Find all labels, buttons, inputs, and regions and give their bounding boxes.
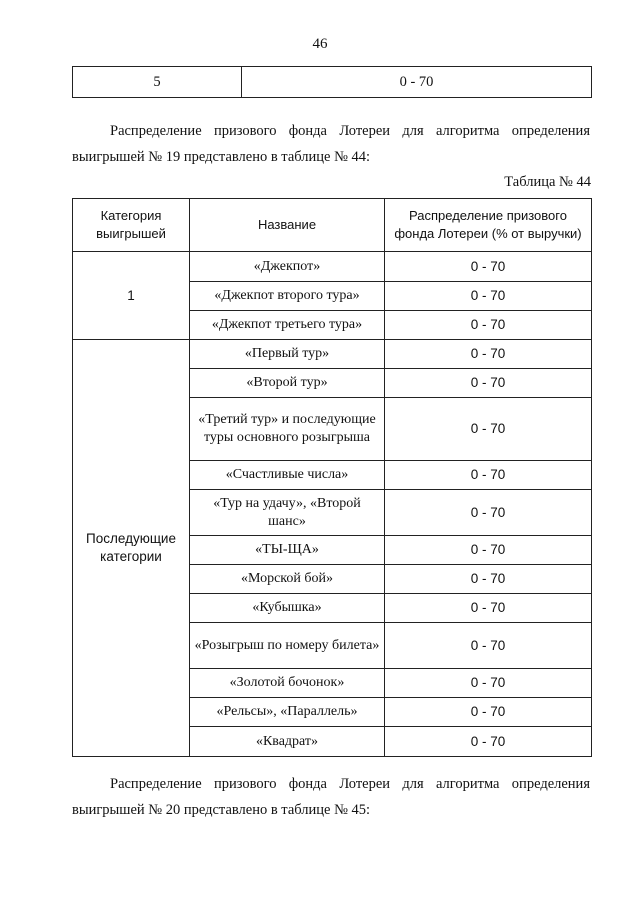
share-cell: 0 - 70	[385, 252, 592, 282]
table-caption: Таблица № 44	[504, 174, 591, 190]
share-cell: 0 - 70	[385, 490, 592, 536]
name-cell: «Третий тур» и последующие туры основного розыгрыша	[190, 398, 385, 461]
share-cell: 0 - 70	[385, 669, 592, 698]
name-cell: «Золотой бочонок»	[190, 669, 385, 698]
header-name: Название	[190, 199, 385, 252]
paragraph-intro-table-44	[72, 118, 590, 170]
name-cell: «Первый тур»	[190, 340, 385, 369]
table-row	[73, 252, 592, 282]
name-cell: «ТЫ-ЩА»	[190, 536, 385, 565]
name-cell: «Рельсы», «Параллель»	[190, 698, 385, 727]
name-cell: «Джекпот второго тура»	[190, 282, 385, 311]
name-cell: «Тур на удачу», «Второй шанс»	[190, 490, 385, 536]
name-cell: «Розыгрыш по номеру билета»	[190, 623, 385, 669]
share-cell: 0 - 70	[385, 369, 592, 398]
paragraph-line: Распределение призового фонда Лотереи для алгоритма определения	[110, 123, 590, 139]
share-cell: 0 - 70	[385, 398, 592, 461]
share-cell: 0 - 70	[385, 594, 592, 623]
share-cell: 0 - 70	[385, 536, 592, 565]
paragraph-line: выигрышей № 20 представлено в таблице № 45:	[72, 802, 371, 818]
name-cell: «Кубышка»	[190, 594, 385, 623]
category-cell: 1	[73, 252, 190, 340]
header-category: Категория выигрышей	[73, 199, 190, 252]
paragraph-line: Распределение призового фонда Лотереи для алгоритма определения	[110, 776, 590, 792]
name-cell: «Морской бой»	[190, 565, 385, 594]
name-cell: «Джекпот»	[190, 252, 385, 282]
page-number: 46	[312, 36, 328, 52]
share-cell: 0 - 70	[385, 698, 592, 727]
name-cell: «Второй тур»	[190, 369, 385, 398]
share-cell: 0 - 70	[385, 311, 592, 340]
name-cell: «Счастливые числа»	[190, 461, 385, 490]
prize-fund-table-44	[72, 198, 592, 757]
share-cell: 0 - 70	[385, 461, 592, 490]
share-cell: 0 - 70	[385, 340, 592, 369]
share-cell: 0 - 70	[385, 727, 592, 757]
share-cell: 0 - 70	[385, 623, 592, 669]
share-cell: 0 - 70	[385, 282, 592, 311]
name-cell: «Джекпот третьего тура»	[190, 311, 385, 340]
prize-share-cell: 0 - 70	[242, 67, 592, 98]
category-cell: Последующие категории	[73, 340, 190, 757]
name-cell: «Квадрат»	[190, 727, 385, 757]
paragraph-line: выигрышей № 19 представлено в таблице № 44:	[72, 149, 371, 165]
table-row	[73, 340, 592, 369]
header-distribution: Распределение призового фонда Лотереи (% от выручки)	[385, 199, 592, 252]
table-row	[73, 67, 592, 98]
category-cell: 5	[73, 67, 242, 98]
previous-table-fragment	[72, 66, 592, 98]
paragraph-intro-table-45	[72, 771, 590, 823]
table-header-row	[73, 199, 592, 252]
share-cell: 0 - 70	[385, 565, 592, 594]
